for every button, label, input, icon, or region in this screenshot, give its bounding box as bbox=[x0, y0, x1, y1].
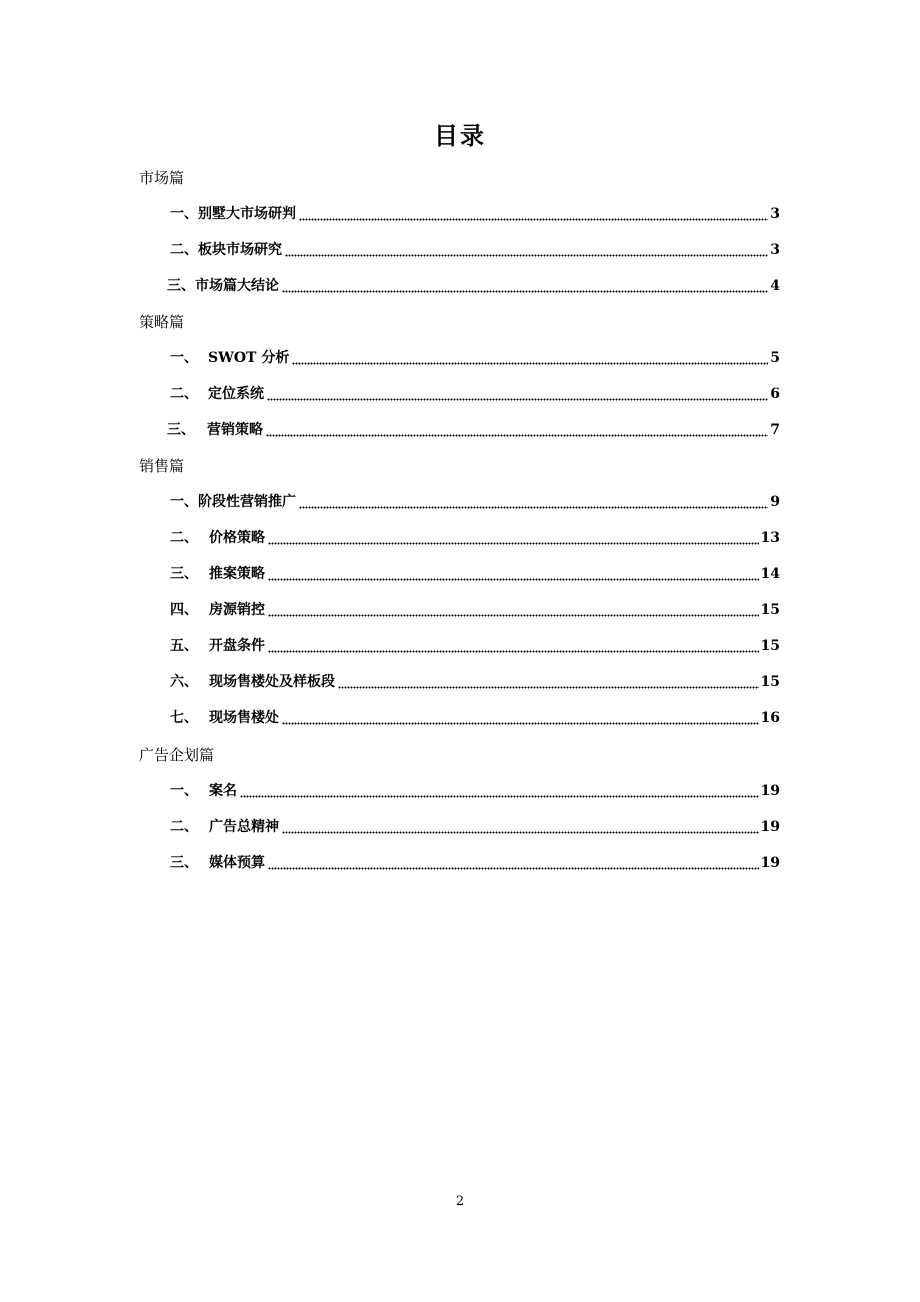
dot-leader bbox=[338, 672, 759, 692]
entry-label: 广告总精神 bbox=[209, 819, 279, 835]
toc-entry[interactable] bbox=[0, 600, 780, 620]
entry-page: 15 bbox=[760, 602, 780, 618]
entry-label: 价格策略 bbox=[209, 530, 265, 546]
dot-leader bbox=[268, 564, 759, 584]
entry-label: 媒体预算 bbox=[209, 855, 265, 871]
entry-page: 13 bbox=[760, 530, 780, 546]
entry-label: 营销策略 bbox=[207, 422, 263, 438]
entry-label: 现场售楼处 bbox=[209, 710, 279, 726]
entry-page: 3 bbox=[770, 242, 780, 258]
entry-number: 三、 bbox=[167, 422, 195, 438]
entry-page: 15 bbox=[760, 674, 780, 690]
toc-entry[interactable] bbox=[0, 564, 780, 584]
entry-number: 一、 bbox=[170, 494, 198, 510]
entry-page: 4 bbox=[770, 278, 780, 294]
dot-leader bbox=[299, 204, 768, 224]
toc-entry[interactable] bbox=[0, 708, 780, 728]
toc-entry[interactable] bbox=[0, 781, 780, 801]
entry-label: 案名 bbox=[209, 783, 237, 799]
entry-label: 房源销控 bbox=[209, 602, 265, 618]
entry-page: 15 bbox=[760, 638, 780, 654]
entry-page: 19 bbox=[760, 855, 780, 871]
entry-number: 三、 bbox=[167, 278, 195, 294]
entry-label: 推案策略 bbox=[209, 566, 265, 582]
entry-page: 7 bbox=[770, 422, 780, 438]
entry-page: 16 bbox=[760, 710, 780, 726]
entry-page: 9 bbox=[770, 494, 780, 510]
toc-entry[interactable] bbox=[0, 528, 780, 548]
dot-leader bbox=[268, 636, 759, 656]
toc-entry[interactable] bbox=[0, 817, 780, 837]
dot-leader bbox=[282, 817, 759, 837]
entry-number: 二、 bbox=[170, 530, 198, 546]
entry-page: 19 bbox=[760, 819, 780, 835]
entry-label: 别墅大市场研判 bbox=[198, 206, 296, 222]
section-heading-sales: 销售篇 bbox=[139, 457, 185, 475]
dot-leader bbox=[240, 781, 759, 801]
toc-entry[interactable] bbox=[0, 636, 780, 656]
entry-label: 定位系统 bbox=[208, 386, 264, 402]
entry-number: 三、 bbox=[170, 566, 198, 582]
entry-page: 6 bbox=[770, 386, 780, 402]
section-heading-strategy: 策略篇 bbox=[139, 313, 185, 331]
entry-number: 七、 bbox=[170, 710, 198, 726]
toc-entry[interactable] bbox=[0, 384, 780, 404]
entry-page: 3 bbox=[770, 206, 780, 222]
section-heading-market: 市场篇 bbox=[139, 169, 185, 187]
entry-label: 现场售楼处及样板段 bbox=[209, 674, 335, 690]
toc-entry[interactable] bbox=[0, 420, 780, 440]
entry-number: 一、 bbox=[170, 783, 198, 799]
toc-entry[interactable] bbox=[0, 276, 780, 296]
dot-leader bbox=[292, 348, 768, 368]
page-number: 2 bbox=[455, 1194, 465, 1209]
dot-leader bbox=[282, 708, 759, 728]
dot-leader bbox=[268, 853, 759, 873]
dot-leader bbox=[267, 384, 768, 404]
entry-label: 市场篇大结论 bbox=[195, 278, 279, 294]
toc-entry[interactable] bbox=[0, 492, 780, 512]
entry-page: 5 bbox=[770, 350, 780, 366]
entry-number: 一、 bbox=[170, 350, 198, 366]
toc-entry[interactable] bbox=[0, 240, 780, 260]
entry-label: 阶段性营销推广 bbox=[198, 494, 296, 510]
dot-leader bbox=[285, 240, 768, 260]
entry-number: 三、 bbox=[170, 855, 198, 871]
toc-entry[interactable] bbox=[0, 348, 780, 368]
entry-number: 二、 bbox=[170, 386, 198, 402]
dot-leader bbox=[266, 420, 768, 440]
entry-page: 14 bbox=[760, 566, 780, 582]
entry-number: 一、 bbox=[170, 206, 198, 222]
dot-leader bbox=[268, 600, 759, 620]
toc-entry[interactable] bbox=[0, 204, 780, 224]
toc-entry[interactable] bbox=[0, 672, 780, 692]
entry-number: 二、 bbox=[170, 242, 198, 258]
entry-number: 五、 bbox=[170, 638, 198, 654]
entry-label: 开盘条件 bbox=[209, 638, 265, 654]
entry-label: 板块市场研究 bbox=[198, 242, 282, 258]
entry-number: 二、 bbox=[170, 819, 198, 835]
dot-leader bbox=[282, 276, 768, 296]
toc-entry[interactable] bbox=[0, 853, 780, 873]
entry-number: 六、 bbox=[170, 674, 198, 690]
dot-leader bbox=[268, 528, 759, 548]
section-heading-advertising: 广告企划篇 bbox=[139, 746, 215, 764]
dot-leader bbox=[299, 492, 768, 512]
entry-label: SWOT 分析 bbox=[208, 350, 290, 366]
entry-number: 四、 bbox=[170, 602, 198, 618]
page-title: 目录 bbox=[434, 121, 486, 150]
entry-page: 19 bbox=[760, 783, 780, 799]
